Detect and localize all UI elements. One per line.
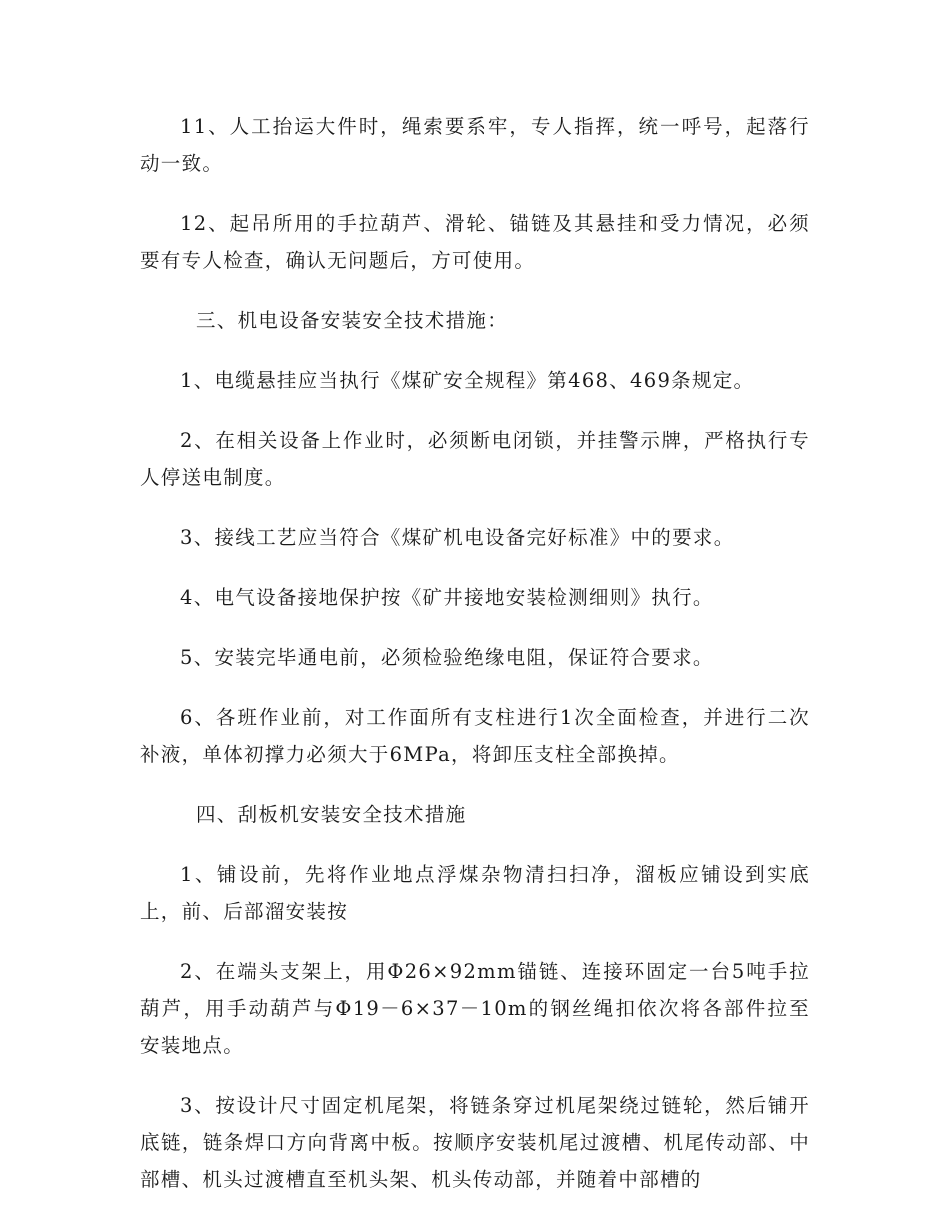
paragraph-item-3-6: 6、各班作业前，对工作面所有支柱进行1次全面检查，并进行二次补液，单体初撑力必须大于6MPa，将卸压支柱全部换掉。 (140, 706, 810, 766)
paragraph-item-3-4: 4、电气设备接地保护按《矿井接地安装检测细则》执行。 (180, 586, 714, 609)
paragraph-item-3-3: 3、接线工艺应当符合《煤矿机电设备完好标准》中的要求。 (180, 526, 735, 549)
paragraph-item-12: 12、起吊所用的手拉葫芦、滑轮、锚链及其悬挂和受力情况，必须要有专人检查，确认无问题后，方可使用。 (140, 212, 810, 272)
section-heading-4: 四、刮板机安装安全技术措施 (196, 803, 467, 826)
paragraph-item-4-2: 2、在端头支架上，用Φ26×92mm锚链、连接环固定一台5吨手拉葫芦，用手动葫芦与Φ19－6×37－10m的钢丝绳扣依次将各部件拉至安装地点。 (140, 960, 810, 1057)
paragraph-item-3-5: 5、安装完毕通电前，必须检验绝缘电阻，保证符合要求。 (180, 646, 714, 669)
paragraph-item-3-1: 1、电缆悬挂应当执行《煤矿安全规程》第468、469条规定。 (180, 369, 755, 392)
paragraph-item-4-1: 1、铺设前，先将作业地点浮煤杂物清扫扫净，溜板应铺设到实底上，前、后部溜安装按 (140, 863, 810, 923)
paragraph-item-3-2: 2、在相关设备上作业时，必须断电闭锁，并挂警示牌，严格执行专人停送电制度。 (140, 429, 810, 489)
paragraph-item-11: 11、人工抬运大件时，绳索要系牢，专人指挥，统一呼号，起落行动一致。 (140, 115, 810, 175)
document-body (140, 108, 810, 1221)
paragraph-item-4-3: 3、按设计尺寸固定机尾架，将链条穿过机尾架绕过链轮，然后铺开底链，链条焊口方向背离中板。按顺序安装机尾过渡槽、机尾传动部、中部槽、机头过渡槽直至机头架、机头传动部，并随着中部槽的 (140, 1094, 810, 1191)
section-heading-3: 三、机电设备安装安全技术措施： (196, 309, 509, 332)
